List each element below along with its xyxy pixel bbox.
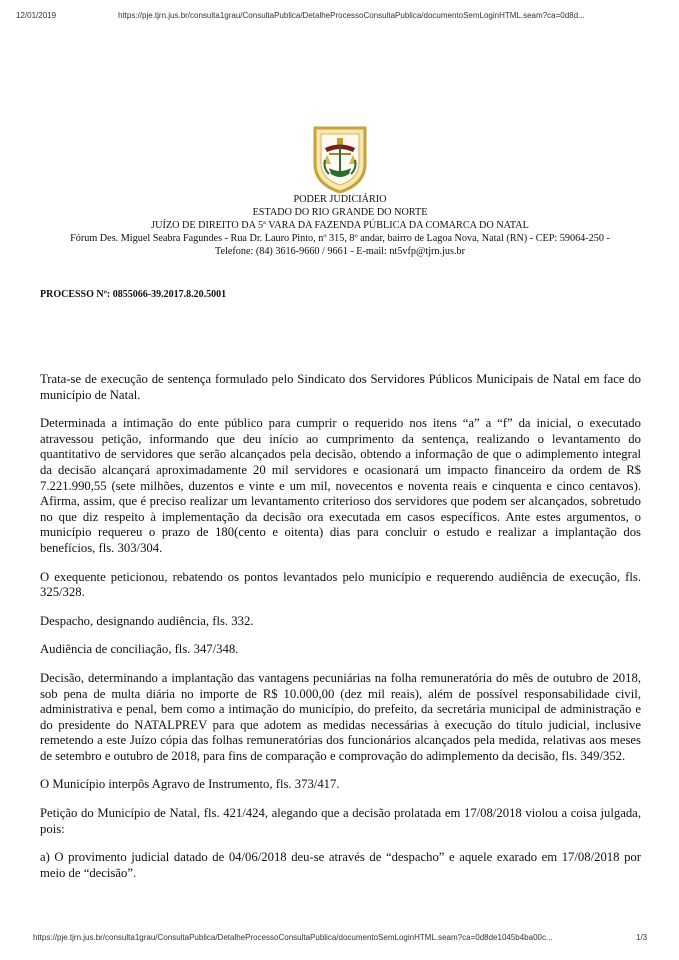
document-body xyxy=(40,372,641,894)
letterhead xyxy=(30,193,650,258)
paragraph: Determinada a intimação do ente público para cumprir o requerido nos itens “a” a “f” da inicial, o executado atravessou petição, informando que deu início ao cumprimento da sentença, realizando o levantamento do quantitativo de servidores que serão alcançados pela decisão, obtendo a informação de que o adimplemento integral da decisão alcançará aproximadamente 20 mil servidores e ocasionará um impacto financeiro da ordem de R$ 7.221.990,55 (sete milhões, duzentos e vinte e um mil, novecentos e noventa reais e cinquenta e cinco centavos). Afirma, assim, que é preciso realizar um levantamento criterioso dos servidores que podem ser alcançados, sobretudo no que diz respeito à implementação da decisão ora executada em casos específicos. Ante estes argumentos, o município requereu o prazo de 180(cento e oitenta) dias para concluir o estudo e realizar a implantação dos benefícios, fls. 303/304. xyxy=(40,416,641,555)
paragraph: Trata-se de execução de sentença formulado pelo Sindicato dos Servidores Públicos Municipais de Natal em face do município de Natal. xyxy=(40,372,641,402)
paragraph: O Município interpôs Agravo de Instrumento, fls. 373/417. xyxy=(40,777,340,792)
letterhead-line-4: Fórum Des. Miguel Seabra Fagundes - Rua Dr. Lauro Pinto, nº 315, 8º andar, bairro de Lagoa Nova, Natal (RN) - CEP: 59064-250 - xyxy=(70,233,610,244)
letterhead-line-2: ESTADO DO RIO GRANDE DO NORTE xyxy=(252,207,428,218)
paragraph: a) O provimento judicial datado de 04/06/2018 deu-se através de “despacho” e aquele exarado em 17/08/2018 por meio de “decisão”. xyxy=(40,850,641,880)
letterhead-line-3: JUÍZO DE DIREITO DA 5ª VARA DA FAZENDA PÚBLICA DA COMARCA DO NATAL xyxy=(151,220,529,231)
print-header-url: https://pje.tjrn.jus.br/consulta1grau/ConsultaPublica/DetalheProcessoConsultaPublica/documentoSemLoginHTML.seam?ca=0d8d... xyxy=(118,11,585,20)
paragraph: Decisão, determinando a implantação das vantagens pecuniárias na folha remuneratória do mês de outubro de 2018, sob pena de multa diária no importe de R$ 10.000,00 (dez mil reais), além de possível responsabilidade civil, administrativa e penal, bem como a intimação do município, do prefeito, da secretária municipal de administração e do presidente do NATALPREV para que adotem as medidas necessárias à execução do título judicial, inclusive remetendo a este Juízo cópia das folhas remuneratórias dos funcionários alcançados pela medida, relativas aos meses de setembro e outubro de 2018, para fins de comparação e comprovação do adimplemento da decisão, fls. 349/352. xyxy=(40,670,641,763)
paragraph: Petição do Município de Natal, fls. 421/424, alegando que a decisão prolatada em 17/08/2018 violou a coisa julgada, pois: xyxy=(40,806,641,836)
letterhead-line-1: PODER JUDICIÁRIO xyxy=(293,194,387,205)
print-footer-url: https://pje.tjrn.jus.br/consulta1grau/ConsultaPublica/DetalheProcessoConsultaPublica/documentoSemLoginHTML.seam?ca=0d8de1045b4ba00c... xyxy=(33,933,553,942)
process-number: PROCESSO Nº: 0855066-39.2017.8.20.5001 xyxy=(40,289,227,300)
paragraph: Audiência de conciliação, fls. 347/348. xyxy=(40,642,239,657)
court-crest-icon xyxy=(311,124,369,194)
paragraph: O exequente peticionou, rebatendo os pontos levantados pelo município e requerendo audiência de execução, fls. 325/328. xyxy=(40,569,641,600)
paragraph: Despacho, designando audiência, fls. 332. xyxy=(40,613,254,628)
print-date: 12/01/2019 xyxy=(16,11,57,20)
letterhead-line-5: Telefone: (84) 3616-9660 / 9661 - E-mail: nt5vfp@tjrn.jus.br xyxy=(214,246,465,257)
page-number: 1/3 xyxy=(636,933,648,942)
